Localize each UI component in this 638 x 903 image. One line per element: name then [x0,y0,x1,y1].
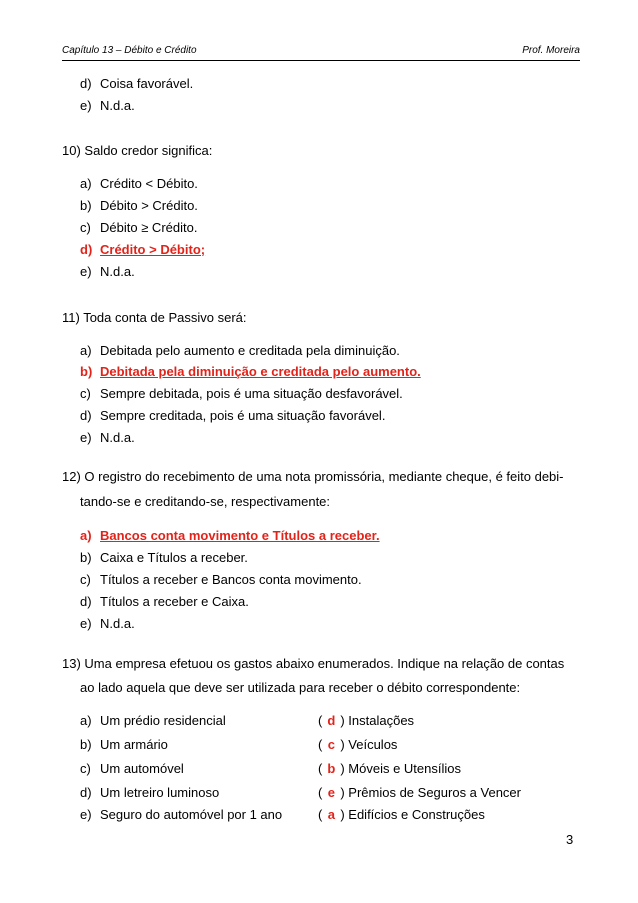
author-name: Prof. Moreira [522,45,580,56]
option-q12-a-correct: a) Bancos conta movimento e Títulos a receber. [80,528,380,543]
match-account-3: ( b ) Móveis e Utensílios [318,761,461,776]
question-13-stem: 13) Uma empresa efetuou os gastos abaixo enumerados. Indique na relação de contas [62,656,565,671]
option-q10-b: b) Débito > Crédito. [80,198,198,213]
option-q10-e: e) N.d.a. [80,264,135,279]
option-q11-e: e) N.d.a. [80,430,135,445]
match-answer: e [327,785,335,800]
option-q11-b-correct: b) Debitada pela diminuição e creditada pelo aumento. [80,364,421,379]
match-answer: c [327,737,335,752]
option-q10-a: a) Crédito < Débito. [80,176,198,191]
chapter-title: Capítulo 13 – Débito e Crédito [62,45,197,56]
option-q12-d: d) Títulos a receber e Caixa. [80,594,249,609]
option-q11-d: d) Sempre creditada, pois é uma situação favorável. [80,408,386,423]
match-account-1: ( d ) Instalações [318,713,415,728]
option-q12-c: c) Títulos a receber e Bancos conta movimento. [80,572,362,587]
option-q10-d-correct: d) Crédito > Débito; [80,242,206,257]
match-account-4: ( e ) Prêmios de Seguros a Vencer [318,785,521,800]
option-q11-a: a) Debitada pelo aumento e creditada pela diminuição. [80,343,400,358]
match-item-b: b) Um armário [80,737,168,752]
match-account-5: ( a ) Edifícios e Construções [318,807,485,822]
question-11-stem: 11) Toda conta de Passivo será: [62,310,247,325]
option-q11-c: c) Sempre debitada, pois é uma situação desfavorável. [80,386,403,401]
match-item-a: a) Um prédio residencial [80,713,226,728]
option-q9-d: d) Coisa favorável. [80,76,194,91]
match-answer: a [327,807,335,822]
option-q10-c: c) Débito ≥ Crédito. [80,220,198,235]
page-number: 3 [566,832,574,847]
match-answer: d [327,713,336,728]
question-12-stem: 12) O registro do recebimento de uma nota promissória, mediante cheque, é feito debi- [62,469,564,484]
option-q12-e: e) N.d.a. [80,616,135,631]
option-q12-b: b) Caixa e Títulos a receber. [80,550,248,565]
question-10-stem: 10) Saldo credor significa: [62,143,213,158]
match-item-d: d) Um letreiro luminoso [80,785,220,800]
match-account-2: ( c ) Veículos [318,737,398,752]
match-item-e: e) Seguro do automóvel por 1 ano [80,807,283,822]
page-header [62,44,580,61]
option-q9-e: e) N.d.a. [80,98,135,113]
question-13-stem-continued: ao lado aquela que deve ser utilizada para receber o débito correspondente: [80,680,521,695]
match-item-c: c) Um automóvel [80,761,184,776]
question-12-stem-continued: tando-se e creditando-se, respectivamente: [80,494,331,509]
match-answer: b [327,761,336,776]
